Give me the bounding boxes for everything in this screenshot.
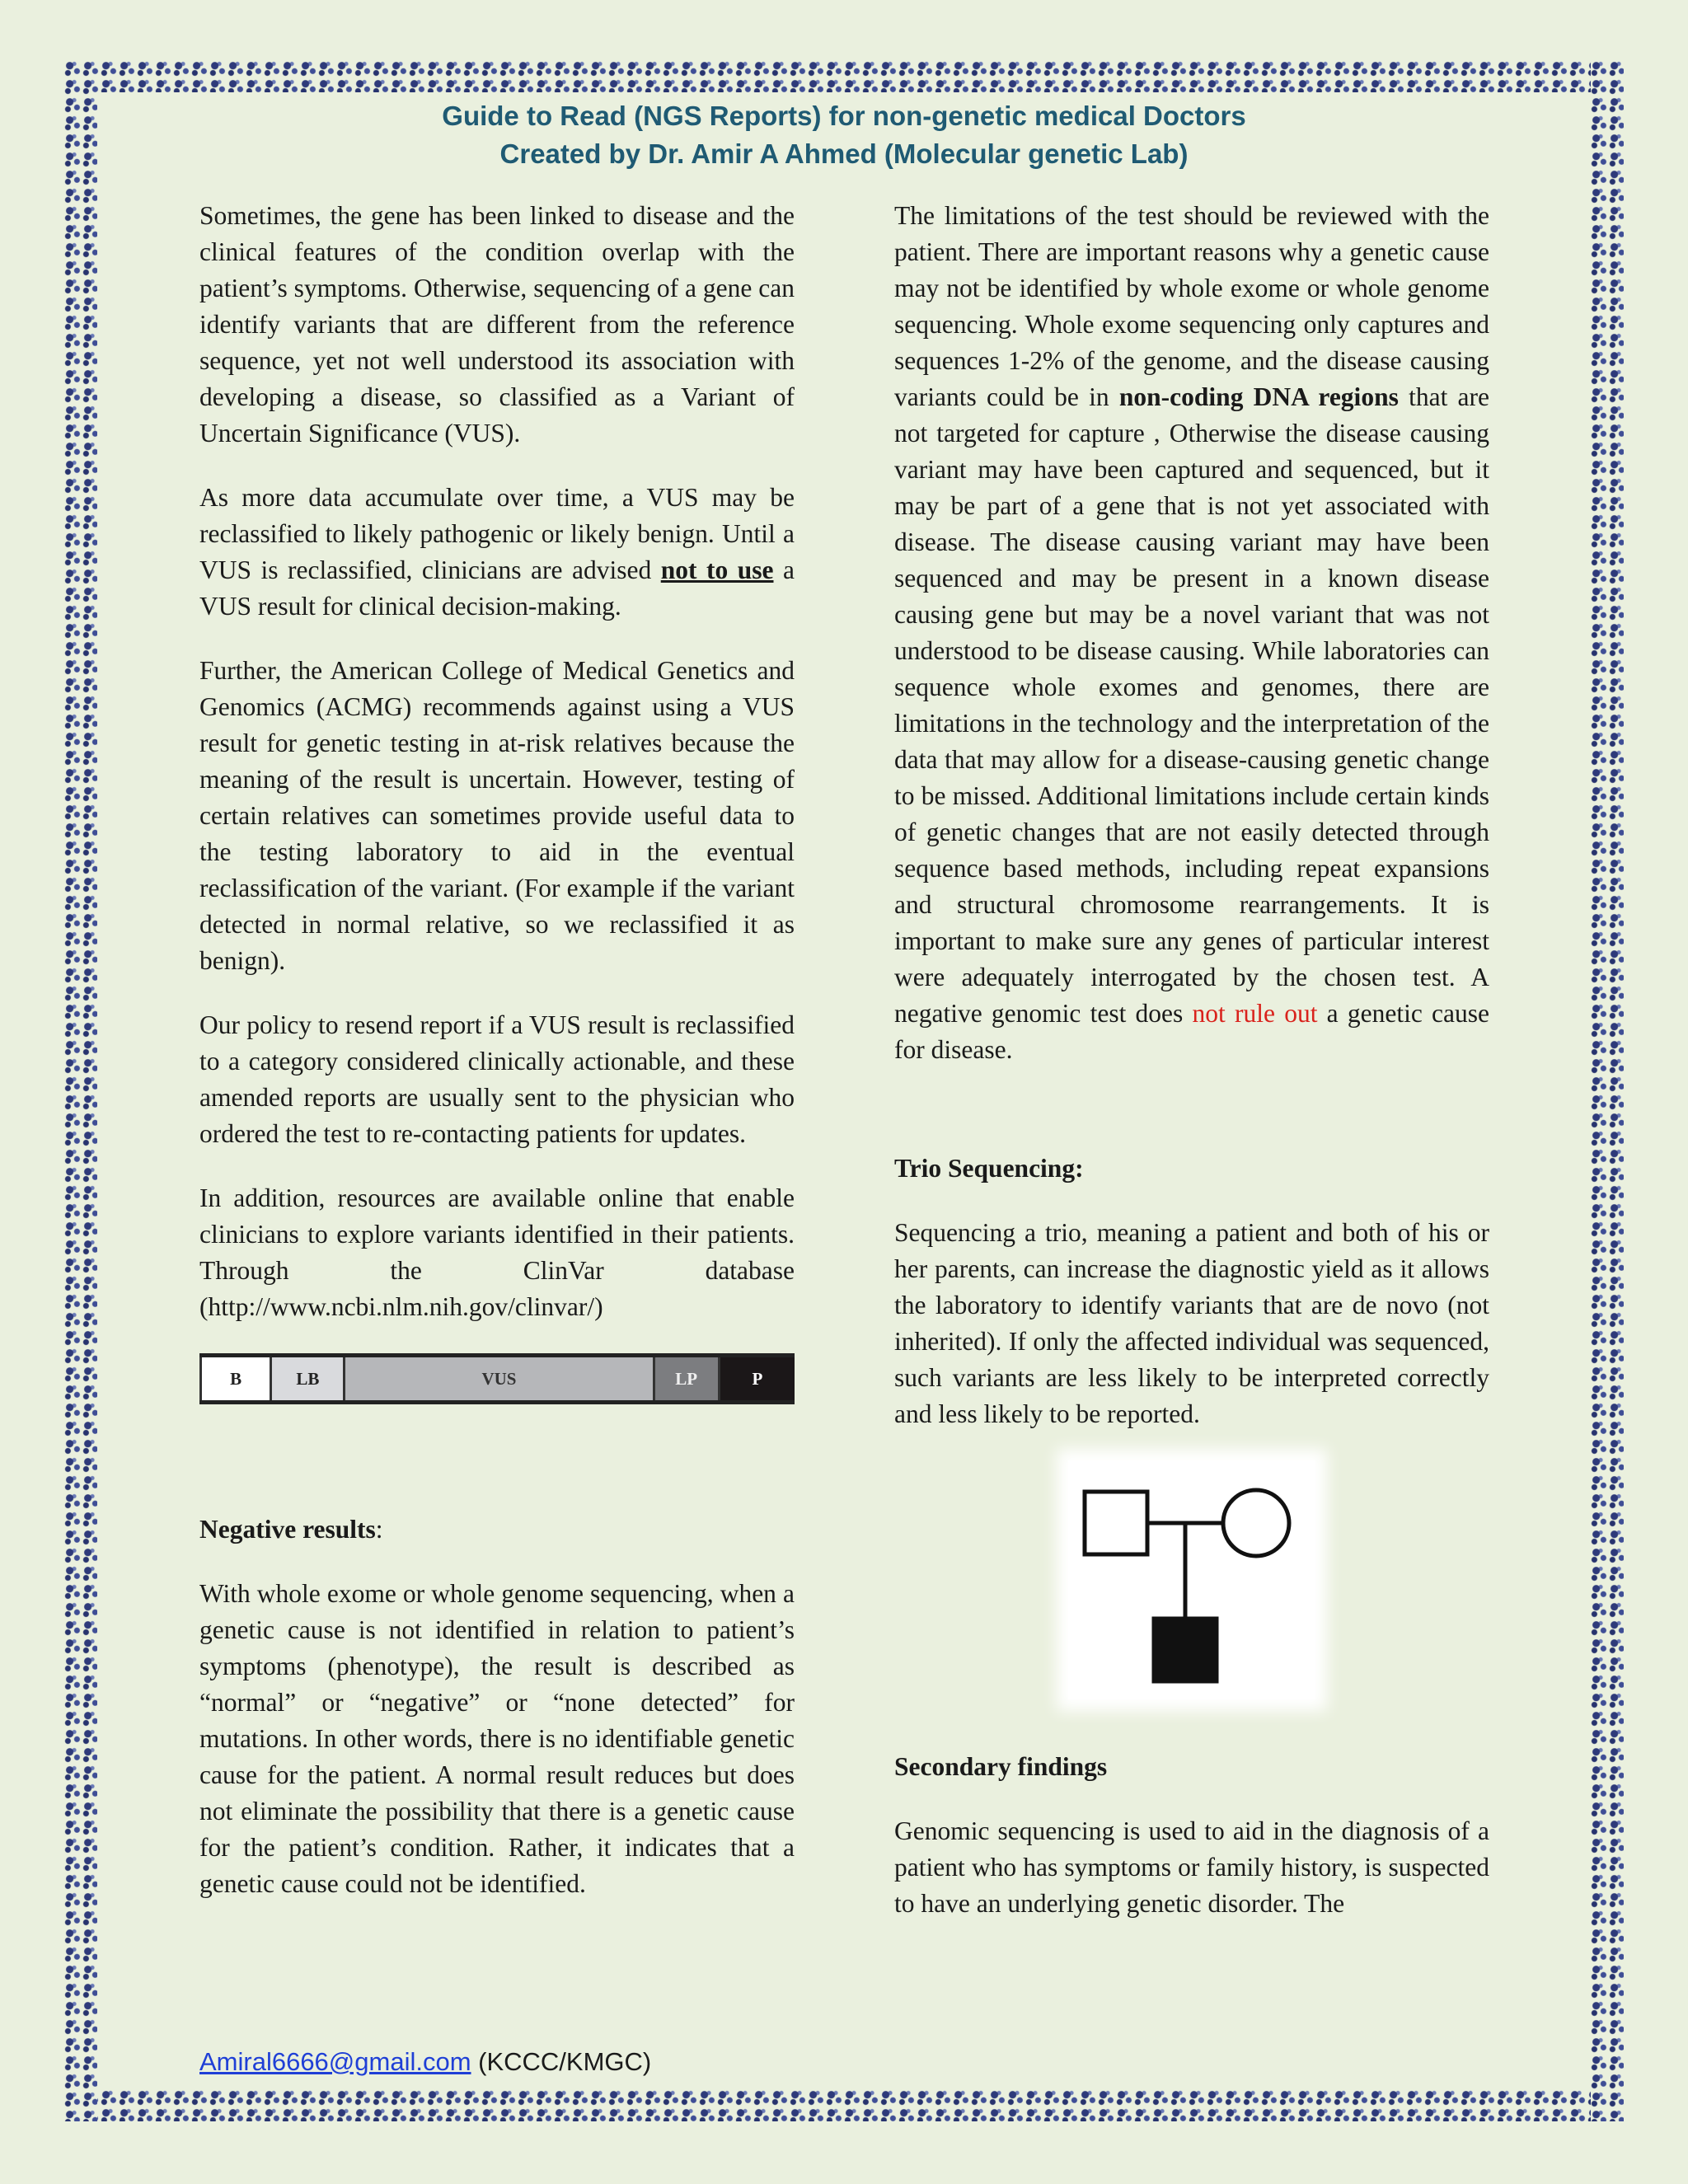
mother-circle bbox=[1223, 1490, 1289, 1556]
class-likely-benign: LB bbox=[272, 1357, 345, 1400]
decorative-border-left bbox=[64, 59, 97, 2121]
left-column bbox=[199, 198, 795, 1930]
non-coding-dna-emphasis: non-coding DNA regions bbox=[1118, 382, 1399, 411]
not-rule-out-emphasis: not rule out bbox=[1192, 999, 1318, 1028]
page-footer bbox=[199, 2046, 651, 2079]
father-square bbox=[1085, 1492, 1147, 1554]
not-to-use-emphasis: not to use bbox=[660, 555, 774, 584]
pedigree-diagram bbox=[1068, 1460, 1315, 1699]
page-header bbox=[0, 97, 1688, 173]
paragraph-vus-reclassify: As more data accumulate over time, a VUS may be reclassified to likely pathogenic or likely benign. Until a VUS is reclassified, clinicians are advised not to use a VUS result for clinical decision-making. bbox=[199, 483, 795, 621]
decorative-border-bottom bbox=[64, 2088, 1624, 2121]
paragraph-limitations: The limitations of the test should be reviewed with the patient. There are important reasons why a genetic cause may not be identified by whole exome or whole genome sequencing. Whole exome sequencing only captures and sequences 1-2% of the genome, and the disease causing variants could be in non-coding DNA regions that are not targeted for capture , Otherwise the disease causing variant may have been captured and sequenced, but it may be part of a gene that is not yet associated with disease. The disease causing variant may have been sequenced and may be present in a known disease causing gene but may be a novel variant that was not understood to be disease causing. While laboratories can sequence whole exomes and genomes, there are limitations in the technology and the interpretation of the data that may allow for a disease-causing genetic change to be missed. Additional limitations include certain kinds of genetic changes that are not easily detected through sequence based methods, including repeat expansions and structural chromosome rearrangements. It is important to make sure any genes of particular interest were adequately interrogated by the chosen test. A negative genomic test does not rule out a genetic cause for disease. bbox=[894, 201, 1490, 1064]
paragraph-negative-results: With whole exome or whole genome sequencing, when a genetic cause is not identified in relation to patient’s symptoms (phenotype), the result is described as “normal” or “negative” or “none detected” for mutations. In other words, there is no identifiable genetic cause for the patient. A normal result reduces but does not eliminate the possibility that there is a genetic cause for the patient’s condition. Rather, it indicates that a genetic cause could not be identified. bbox=[199, 1579, 795, 1898]
secondary-findings-heading: Secondary findings bbox=[894, 1752, 1108, 1781]
class-pathogenic: P bbox=[720, 1357, 795, 1400]
decorative-border-right bbox=[1591, 59, 1624, 2121]
footer-org: (KCCC/KMGC) bbox=[471, 2047, 652, 2076]
decorative-border-top bbox=[64, 59, 1624, 92]
header-author: Created by Dr. Amir A Ahmed (Molecular genetic Lab) bbox=[499, 138, 1189, 169]
negative-results-heading: Negative results: bbox=[199, 1515, 383, 1544]
class-likely-pathogenic: LP bbox=[655, 1357, 720, 1400]
variant-classification-bar bbox=[199, 1353, 795, 1404]
trio-sequencing-heading: Trio Sequencing: bbox=[894, 1154, 1084, 1183]
email-link[interactable]: Amiral6666@gmail.com bbox=[199, 2047, 471, 2076]
paragraph-secondary-findings: Genomic sequencing is used to aid in the diagnosis of a patient who has symptoms or family history, is suspected to have an underlying genetic disorder. The bbox=[894, 1816, 1489, 1918]
header-title: Guide to Read (NGS Reports) for non-genetic medical Doctors bbox=[442, 101, 1246, 131]
class-benign: B bbox=[199, 1357, 272, 1400]
paragraph-acmg: Further, the American College of Medical Genetics and Genomics (ACMG) recommends against using a VUS result for genetic testing in at-risk relatives because the meaning of the result is uncertain. However, testing of certain relatives can sometimes provide useful data to the testing laboratory to aid in the eventual reclassification of the variant. (For example if the variant detected in normal relative, so we reclassified it as benign). bbox=[199, 656, 795, 975]
paragraph-vus-intro: Sometimes, the gene has been linked to disease and the clinical features of the condition overlap with the patient’s symptoms. Otherwise, sequencing of a gene can identify variants that are different from the reference sequence, yet not well understood its association with developing a disease, so classified as a Variant of Uncertain Significance (VUS). bbox=[199, 201, 795, 448]
paragraph-policy: Our policy to resend report if a VUS result is reclassified to a category considered clinically actionable, and these amended reports are usually sent to the physician who ordered the test to re-contacting patients for updates. bbox=[199, 1010, 795, 1148]
right-column bbox=[894, 198, 1489, 1950]
class-vus: VUS bbox=[345, 1357, 654, 1400]
affected-child-square bbox=[1154, 1619, 1217, 1681]
pedigree-figure bbox=[894, 1460, 1489, 1699]
paragraph-clinvar: In addition, resources are available online that enable clinicians to explore variants identified in their patients. Through the ClinVar database (http://www.ncbi.nlm.nih.gov/clinvar/) bbox=[199, 1183, 795, 1321]
paragraph-trio: Sequencing a trio, meaning a patient and both of his or her parents, can increase the diagnostic yield as it allows the laboratory to identify variants that are de novo (not inherited). If only the affected individual was sequenced, such variants are less likely to be interpreted correctly and less likely to be reported. bbox=[894, 1218, 1489, 1428]
